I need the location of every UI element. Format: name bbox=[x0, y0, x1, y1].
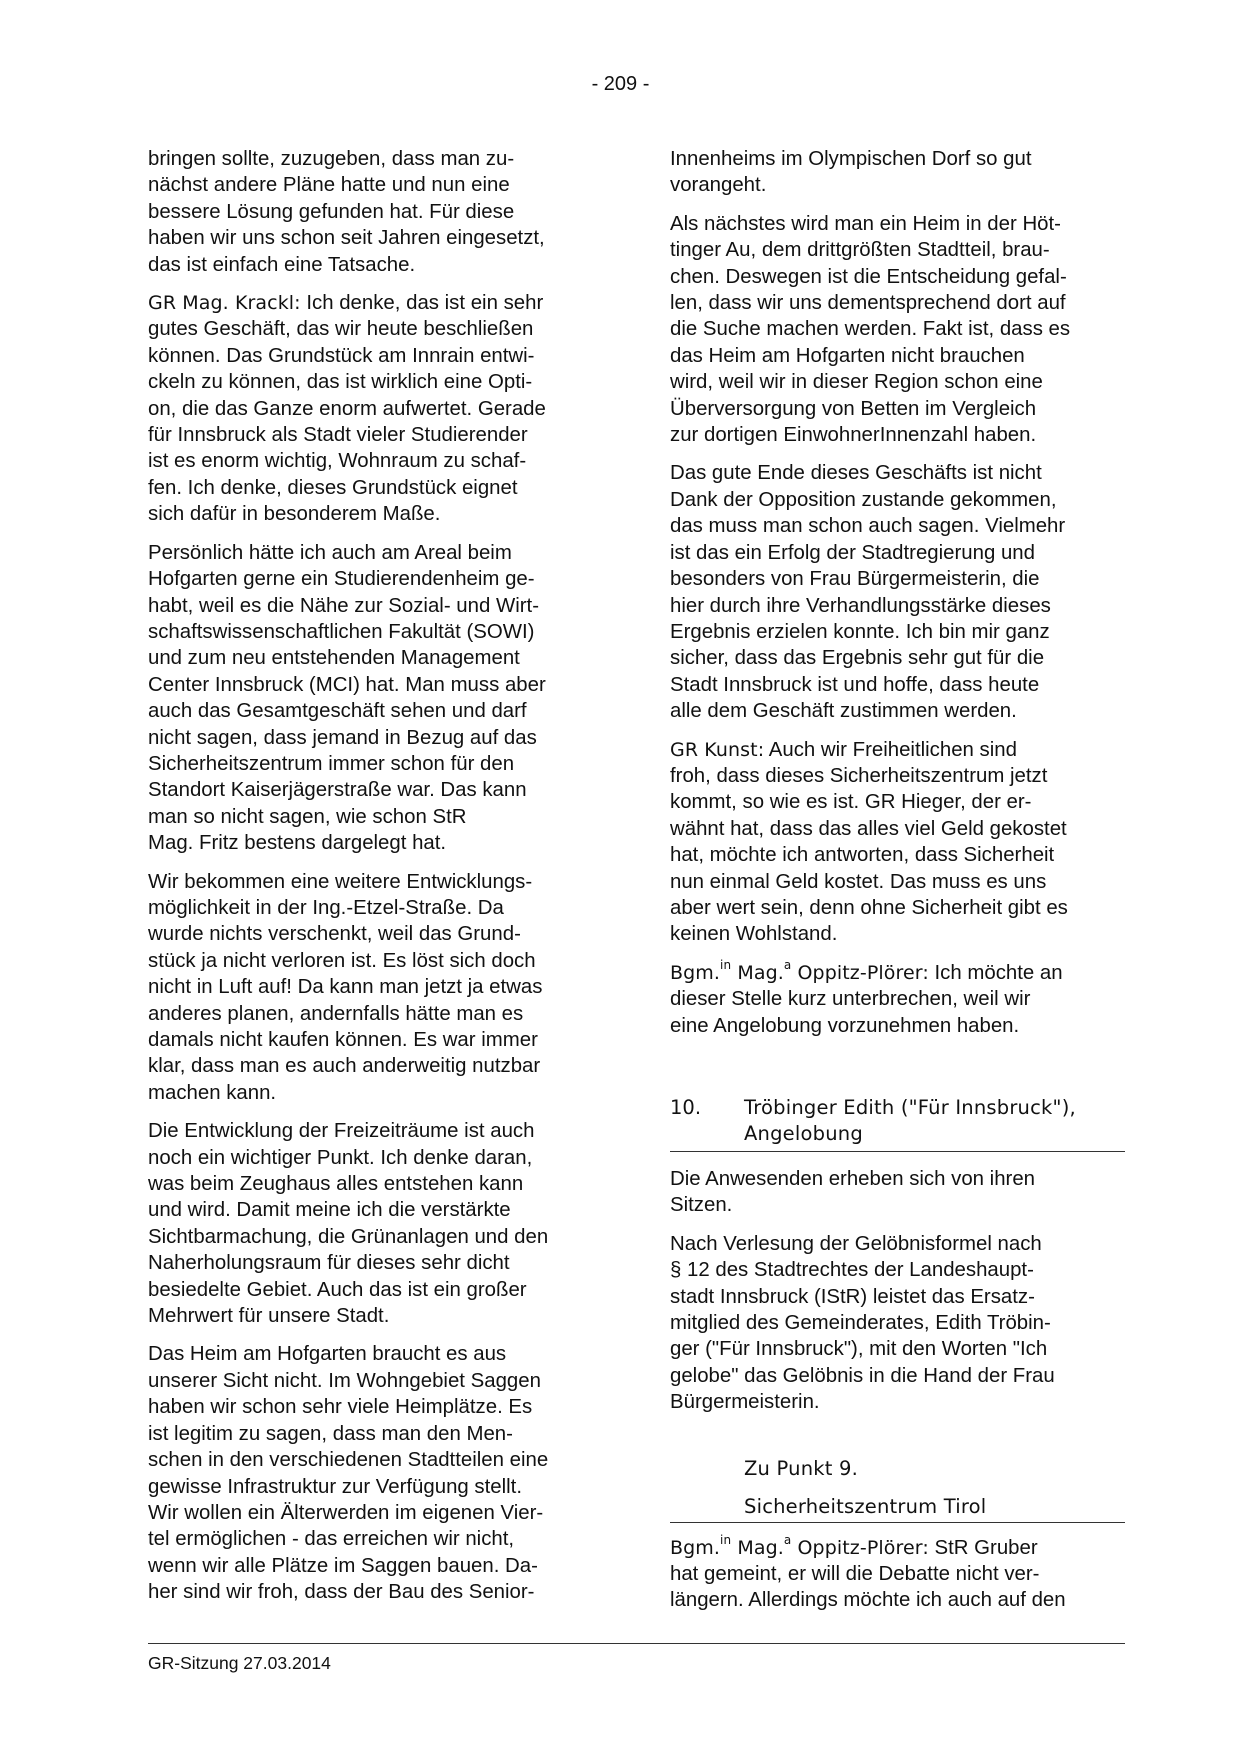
right-column bbox=[670, 146, 1125, 1626]
paragraph: Persönlich hätte ich auch am Areal beim Hofgarten gerne ein Studierendenheim ge- habt, weil es die Nähe zur Sozial- und Wirt- schaftswissenschaftlichen Fakultät (SOWI) und zum neu entstehenden Management Center Innsbruck (MCI) hat. Man muss aber auch das Gesamtgeschäft sehen und darf nicht sagen, dass jemand in Bezug auf das Sicherheitszentrum immer schon für den Standort Kaiserjägerstraße war. Das kann man so nicht sagen, wie schon StR Mag. Fritz bestens dargelegt hat. bbox=[148, 541, 546, 855]
paragraph-speaker-kunst: GR Kunst: Auch wir Freiheitlichen sind froh, dass dieses Sicherheitszentrum jetzt kommt, so wie es ist. GR Hieger, der er- wähnt hat, dass das alles viel Geld gekostet hat, möchte ich antworten, dass Sicherheit nun einmal Geld kostet. Das muss es uns aber wert sein, denn ohne Sicherheit gibt es keinen Wohlstand. bbox=[670, 738, 1068, 946]
paragraph: Nach Verlesung der Gelöbnisformel nach § 12 des Stadtrechtes der Landeshaupt- stadt Innsbruck (IStR) leistet das Ersatz- mitglied des Gemeinderates, Edith Tröbin- ger ("Für Innsbruck"), mit den Worten "Ich gelobe" das Gelöbnis in die Hand der Frau Bürgermeisterin. bbox=[670, 1232, 1055, 1414]
paragraph: Die Entwicklung der Freizeiträume ist auch noch ein wichtiger Punkt. Ich denke daran, was beim Zeughaus alles entstehen kann und wird. Damit meine ich die verstärkte Sichtbarmachung, die Grünanlagen und den Naherholungsraum für dieses sehr dicht besiedelte Gebiet. Auch das ist ein großer Mehrwert für unsere Stadt. bbox=[148, 1120, 549, 1328]
paragraph: bringen sollte, zuzugeben, dass man zu- nächst andere Pläne hatte und nun eine bessere Lösung gefunden hat. Für diese haben wir uns schon seit Jahren eingesetzt, das ist einfach eine Tatsache. bbox=[148, 148, 545, 276]
paragraph: Die Anwesenden erheben sich von ihren Sitzen. bbox=[670, 1168, 1036, 1217]
left-column bbox=[148, 146, 610, 1618]
page-number: - 209 - bbox=[591, 73, 650, 95]
paragraph-speaker-krackl: GR Mag. Krackl: Ich denke, das ist ein sehr gutes Geschäft, das wir heute beschließen können. Das Grundstück am Innrain entwi- ckeln zu können, das ist wirklich eine Opti- on, die das Ganze enorm aufwertet. Gerade für Innsbruck als Stadt vieler Studierender ist es enorm wichtig, Wohnraum zu schaf- fen. Ich denke, dieses Grundstück eignet sich dafür in besonderem Maße. bbox=[148, 292, 546, 526]
agenda-item-number: 10. bbox=[670, 1096, 702, 1119]
speaker-name: GR Kunst: bbox=[670, 738, 765, 761]
agenda-item-title: Tröbinger Edith ("Für Innsbruck"), bbox=[744, 1096, 1076, 1119]
paragraph-speaker-mayor: Bgm.$^{in}$ Mag.$^a$ Oppitz-Plörer: StR Gruber hat gemeint, er will die Debatte nicht ver- längern. Allerdings möchte ich auch auf den bbox=[670, 1533, 1066, 1612]
sub-item-heading bbox=[670, 1456, 1125, 1523]
speaker-name: GR Mag. Krackl: bbox=[148, 292, 301, 315]
footer-session-date: GR-Sitzung 27.03.2014 bbox=[148, 1653, 331, 1673]
agenda-item-body bbox=[670, 1166, 1125, 1416]
footer-rule bbox=[148, 1643, 1125, 1644]
paragraph-speaker-mayor: Bgm.$^{in}$ Mag.$^a$ Oppitz-Plörer: Ich möchte an dieser Stelle kurz unterbrechen, weil wir eine Angelobung vorzunehmen haben. bbox=[670, 958, 1063, 1037]
agenda-item-title: Angelobung bbox=[744, 1122, 863, 1145]
sub-item-number: Zu Punkt 9. bbox=[744, 1456, 858, 1480]
speaker-name: Bgm.$^{in}$ Mag.$^a$ Oppitz-Plörer: bbox=[670, 1533, 929, 1559]
sub-item-title: Sicherheitszentrum Tirol bbox=[744, 1494, 987, 1518]
paragraph: Innenheims im Olympischen Dorf so gut vorangeht. bbox=[670, 148, 1032, 197]
agenda-item-heading bbox=[670, 1095, 1125, 1152]
paragraph: Das gute Ende dieses Geschäfts ist nicht Dank der Opposition zustande gekommen, das muss man schon auch sagen. Vielmehr ist das ein Erfolg der Stadtregierung und besonders von Frau Bürgermeisterin, die hier durch ihre Verhandlungsstärke dieses Ergebnis erzielen konnte. Ich bin mir ganz sicher, dass das Ergebnis sehr gut für die Stadt Innsbruck ist und hoffe, dass heute alle dem Geschäft zustimmen werden. bbox=[670, 462, 1066, 723]
paragraph: Als nächstes wird man ein Heim in der Höt- tinger Au, dem drittgrößten Stadtteil, brau- chen. Deswegen ist die Entscheidung gefal- len, dass wir uns dementsprechend dort auf die Suche machen werden. Fakt ist, dass es das Heim am Hofgarten nicht brauchen wird, weil wir in dieser Region schon eine Überversorgung von Betten im Vergleich zur dortigen EinwohnerInnenzahl haben. bbox=[670, 212, 1071, 447]
speaker-name: Bgm.$^{in}$ Mag.$^a$ Oppitz-Plörer: bbox=[670, 958, 929, 984]
paragraph: Wir bekommen eine weitere Entwicklungs- möglichkeit in der Ing.-Etzel-Straße. Da wurde nichts verschenkt, weil das Grund- stück ja nicht verloren ist. Es löst sich doch nicht in Luft auf! Da kann man jetzt ja etwas anderes planen, andernfalls hätte man es damals nicht kaufen können. Es war immer klar, dass man es auch anderweitig nutzbar machen kann. bbox=[148, 870, 543, 1104]
paragraph: Das Heim am Hofgarten braucht es aus unserer Sicht nicht. Im Wohngebiet Saggen haben wir schon sehr viele Heimplätze. Es ist legitim zu sagen, dass man den Men- schen in den verschiedenen Stadtteilen eine gewisse Infrastruktur zur Verfügung stellt. Wir wollen ein Älterwerden im eigenen Vier- tel ermöglichen - das erreichen wir nicht, wenn wir alle Plätze im Saggen bauen. Da- her sind wir froh, dass der Bau des Senior- bbox=[148, 1343, 549, 1604]
